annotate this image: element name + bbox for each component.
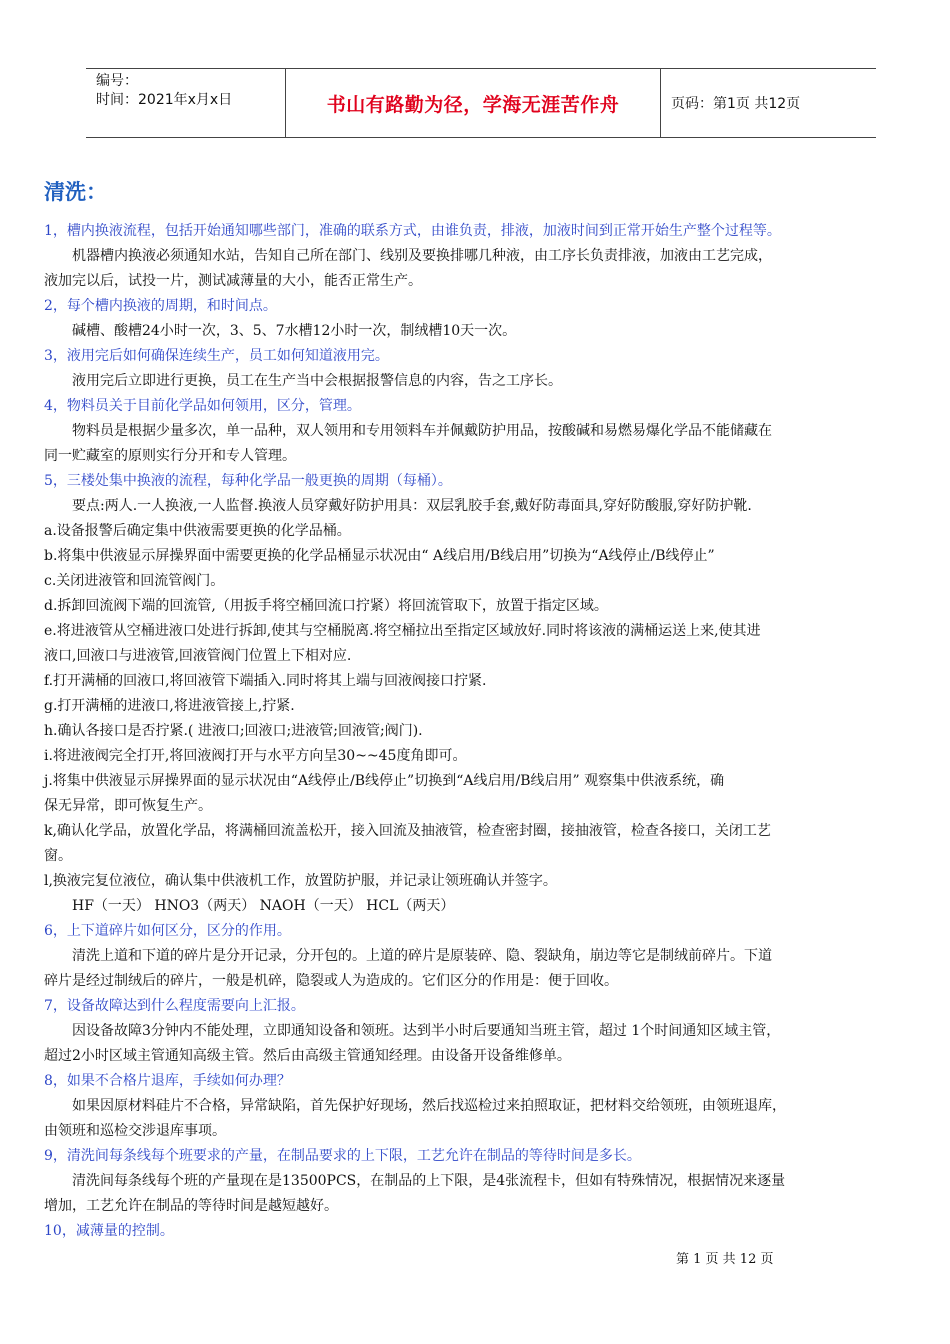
body-line: 同一贮藏室的原则实行分开和专人管理。 [44, 448, 296, 464]
header-info-cell [86, 69, 286, 137]
body-line: i.将进液阀完全打开,将回液阀打开与水平方向呈30~~45度角即可。 [44, 748, 467, 764]
body-line: 窗。 [44, 848, 72, 864]
body-line: 物料员是根据少量多次，单一品种，双人领用和专用领料车并佩戴防护用品，按酸碱和易燃易爆化学品不能储藏在 [72, 423, 772, 439]
number-label: 编号： [96, 73, 138, 89]
page-footer: 第 1 页 共 12 页 [676, 1252, 774, 1267]
question-line: 1，槽内换液流程，包括开始通知哪些部门，准确的联系方式，由谁负责，排液，加液时间到正常开始生产整个过程等。 [44, 223, 781, 239]
question-line: 5，三楼处集中换液的流程，每种化学品一般更换的周期（每桶）。 [44, 473, 452, 489]
question-line: 2，每个槽内换液的周期，和时间点。 [44, 298, 277, 314]
body-line: 液加完以后，试投一片，测试减薄量的大小，能否正常生产。 [44, 273, 422, 289]
body-line: 由领班和巡检交涉退库事项。 [44, 1123, 226, 1139]
body-line: f.打开满桶的回液口,将回液管下端插入.同时将其上端与回液阀接口拧紧. [44, 673, 487, 689]
body-line: g.打开满桶的进液口,将进液管接上,拧紧. [44, 698, 295, 714]
body-line: 要点:两人.一人换液,一人监督.换液人员穿戴好防护用具：双层乳胶手套,戴好防毒面具,穿好防酸服,穿好防护靴. [72, 498, 752, 514]
body-line: b.将集中供液显示屏操界面中需要更换的化学品桶显示状况由“ A线启用/B线启用”切换为“A线停止/B线停止” [44, 548, 715, 564]
header-page-label: 页码：第1页 共12页 [671, 96, 801, 112]
body-line: 液用完后立即进行更换，员工在生产当中会根据报警信息的内容，告之工序长。 [72, 373, 562, 389]
body-line: k,确认化学品，放置化学品，将满桶回流盖松开，接入回流及抽液管，检查密封圈，接抽液管，检查各接口，关闭工艺 [44, 823, 771, 839]
body-line: 保无异常，即可恢复生产。 [44, 798, 212, 814]
header-motto: 书山有路勤为径，学海无涯苦作舟 [286, 69, 661, 137]
body-line: l,换液完复位液位，确认集中供液机工作，放置防护服，并记录让领班确认并签字。 [44, 873, 557, 889]
body-line: 清洗上道和下道的碎片是分开记录，分开包的。上道的碎片是原装碎、隐、裂缺角，崩边等它是制绒前碎片。下道 [72, 948, 772, 964]
body-line: 因设备故障3分钟内不能处理，立即通知设备和领班。达到半小时后要通知当班主管，超过 1个时间通知区域主管， [72, 1023, 781, 1039]
body-line: 碱槽、酸槽24小时一次，3、5、7水槽12小时一次，制绒槽10天一次。 [72, 323, 517, 339]
page-header [86, 68, 876, 138]
section-title: 清洗： [44, 180, 107, 204]
body-line: a.设备报警后确定集中供液需要更换的化学品桶。 [44, 523, 351, 539]
body-line: HF（一天） HNO3（两天） NAOH（一天） HCL（两天） [72, 898, 455, 914]
question-line: 8，如果不合格片退库，手续如何办理？ [44, 1073, 291, 1089]
body-line: d.拆卸回流阀下端的回流管,（用扳手将空桶回流口拧紧）将回流管取下，放置于指定区域。 [44, 598, 608, 614]
body-line: 如果因原材料硅片不合格，异常缺陷，首先保护好现场，然后找巡检过来拍照取证，把材料交给领班，由领班退库， [72, 1098, 786, 1114]
body-line: e.将进液管从空桶进液口处进行拆卸,使其与空桶脱离.将空桶拉出至指定区域放好.同时将该液的满桶运送上来,使其进 [44, 623, 761, 639]
body-line: 碎片是经过制绒后的碎片，一般是机碎，隐裂或人为造成的。它们区分的作用是：便于回收。 [44, 973, 618, 989]
body-line: 超过2小时区域主管通知高级主管。然后由高级主管通知经理。由设备开设备维修单。 [44, 1048, 571, 1064]
body-line: j.将集中供液显示屏操界面的显示状况由“A线停止/B线停止”切换到“A线启用/B线启用” 观察集中供液系统，确 [44, 773, 725, 789]
body-line: 清洗间每条线每个班的产量现在是13500PCS，在制品的上下限，是4张流程卡，但如有特殊情况，根据情况来逐量 [72, 1173, 786, 1189]
body-line: h.确认各接口是否拧紧.( 进液口;回液口;进液管;回液管;阀门). [44, 723, 423, 739]
question-line: 3，液用完后如何确保连续生产，员工如何知道液用完。 [44, 348, 389, 364]
question-line: 7，设备故障达到什么程度需要向上汇报。 [44, 998, 305, 1014]
document-body [44, 219, 924, 1244]
question-line: 6，上下道碎片如何区分，区分的作用。 [44, 923, 291, 939]
body-line: c.关闭进液管和回流管阀门。 [44, 573, 225, 589]
body-line: 液口,回液口与进液管,回液管阀门位置上下相对应. [44, 648, 352, 664]
body-line: 机器槽内换液必须通知水站，告知自己所在部门、线别及要换排哪几种液，由工序长负责排液，加液由工艺完成， [72, 248, 772, 264]
time-label: 时间：2021年x月x日 [96, 92, 233, 108]
body-line: 增加，工艺允许在制品的等待时间是越短越好。 [44, 1198, 338, 1214]
question-line: 9，清洗间每条线每个班要求的产量，在制品要求的上下限，工艺允许在制品的等待时间是多长。 [44, 1148, 641, 1164]
question-line: 4，物料员关于目前化学品如何领用，区分，管理。 [44, 398, 361, 414]
question-line: 10，减薄量的控制。 [44, 1223, 174, 1239]
